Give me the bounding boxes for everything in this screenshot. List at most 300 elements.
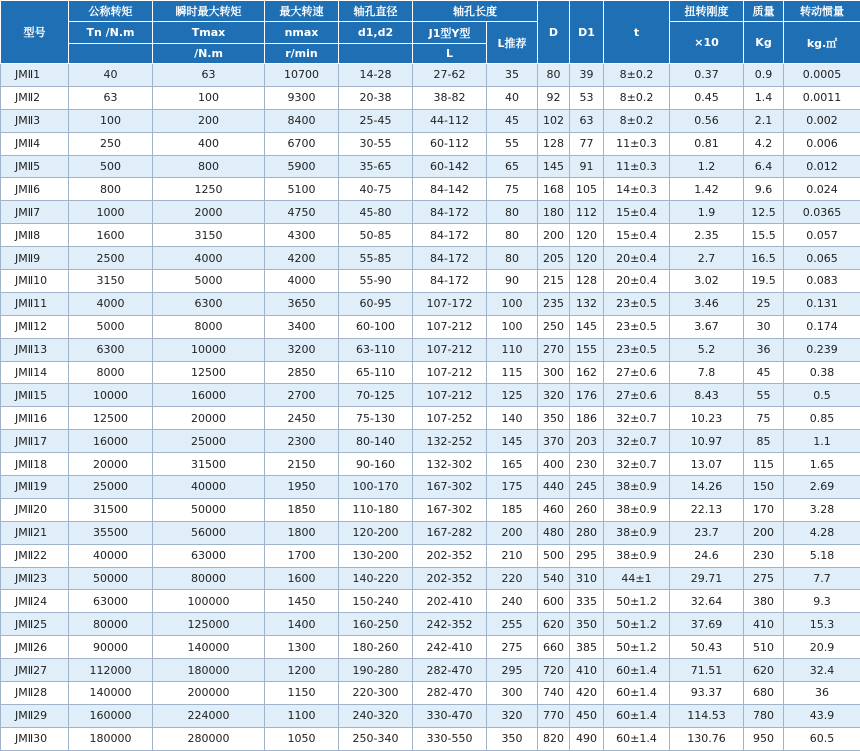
table-cell: 1400: [265, 613, 339, 636]
table-cell: 84-172: [413, 201, 487, 224]
table-row: [1, 64, 860, 87]
table-cell: 740: [538, 682, 570, 705]
table-cell: 25000: [153, 430, 265, 453]
model-cell: JMⅡ9: [1, 247, 69, 270]
table-cell: 36: [744, 338, 784, 361]
table-cell: 10000: [69, 384, 153, 407]
table-cell: 40-75: [339, 178, 413, 201]
table-cell: 90-160: [339, 453, 413, 476]
table-cell: 150-240: [339, 590, 413, 613]
table-cell: 145: [538, 155, 570, 178]
header-bore-length-type: J1型Y型: [413, 22, 487, 44]
table-cell: 38±0.9: [604, 476, 670, 499]
table-cell: 25: [744, 292, 784, 315]
table-cell: 170: [744, 498, 784, 521]
table-cell: 63-110: [339, 338, 413, 361]
table-cell: 0.45: [670, 86, 744, 109]
table-cell: 270: [538, 338, 570, 361]
header-mass: 质量: [744, 1, 784, 22]
table-cell: 60±1.4: [604, 704, 670, 727]
table-cell: 120: [570, 247, 604, 270]
table-cell: 2000: [153, 201, 265, 224]
table-cell: 5.2: [670, 338, 744, 361]
table-cell: 23±0.5: [604, 338, 670, 361]
table-row: [1, 132, 860, 155]
table-cell: 8400: [265, 109, 339, 132]
table-cell: 140-220: [339, 567, 413, 590]
table-cell: 230: [744, 544, 784, 567]
table-cell: 14-28: [339, 64, 413, 87]
table-cell: 55-85: [339, 247, 413, 270]
table-cell: 53: [570, 86, 604, 109]
table-row: [1, 407, 860, 430]
table-row: [1, 727, 860, 750]
table-cell: 1250: [153, 178, 265, 201]
table-cell: 950: [744, 727, 784, 750]
table-cell: 800: [153, 155, 265, 178]
table-cell: 107-252: [413, 407, 487, 430]
table-cell: 0.002: [784, 109, 860, 132]
table-cell: 3150: [153, 224, 265, 247]
header-inertia: 转动惯量: [784, 1, 860, 22]
header-rated-torque-unit: Tn /N.m: [69, 22, 153, 44]
table-cell: 37.69: [670, 613, 744, 636]
table-cell: 3150: [69, 270, 153, 293]
header-bore-diameter-blank: [339, 44, 413, 64]
table-cell: 128: [538, 132, 570, 155]
table-cell: 132: [570, 292, 604, 315]
table-cell: 1450: [265, 590, 339, 613]
table-cell: 120-200: [339, 521, 413, 544]
header-d: D: [538, 1, 570, 64]
table-row: [1, 315, 860, 338]
table-cell: 19.5: [744, 270, 784, 293]
table-cell: 3.02: [670, 270, 744, 293]
table-cell: 32.64: [670, 590, 744, 613]
table-cell: 3200: [265, 338, 339, 361]
table-cell: 200: [538, 224, 570, 247]
table-cell: 65-110: [339, 361, 413, 384]
table-cell: 2500: [69, 247, 153, 270]
table-cell: 45: [744, 361, 784, 384]
table-cell: 27-62: [413, 64, 487, 87]
table-cell: 410: [570, 659, 604, 682]
table-cell: 150: [744, 476, 784, 499]
table-cell: 0.012: [784, 155, 860, 178]
model-cell: JMⅡ3: [1, 109, 69, 132]
table-cell: 31500: [153, 453, 265, 476]
table-cell: 55: [487, 132, 538, 155]
table-cell: 27±0.6: [604, 384, 670, 407]
table-cell: 71.51: [670, 659, 744, 682]
table-cell: 300: [538, 361, 570, 384]
header-torsional-stiffness: 扭转刚度: [670, 1, 744, 22]
table-cell: 60±1.4: [604, 727, 670, 750]
table-row: [1, 498, 860, 521]
table-cell: 490: [570, 727, 604, 750]
table-row: [1, 453, 860, 476]
header-inertia-unit: kg.㎡: [784, 22, 860, 64]
table-cell: 77: [570, 132, 604, 155]
table-cell: 167-282: [413, 521, 487, 544]
table-cell: 12500: [69, 407, 153, 430]
header-instant-torque-symbol: Tmax: [153, 22, 265, 44]
table-cell: 180: [538, 201, 570, 224]
table-cell: 35: [487, 64, 538, 87]
table-cell: 120: [570, 224, 604, 247]
table-cell: 420: [570, 682, 604, 705]
table-cell: 11±0.3: [604, 155, 670, 178]
model-cell: JMⅡ16: [1, 407, 69, 430]
table-row: [1, 659, 860, 682]
table-cell: 9.3: [784, 590, 860, 613]
table-cell: 230: [570, 453, 604, 476]
model-cell: JMⅡ28: [1, 682, 69, 705]
table-row: [1, 86, 860, 109]
table-cell: 90: [487, 270, 538, 293]
table-cell: 275: [744, 567, 784, 590]
table-row: [1, 567, 860, 590]
table-cell: 80-140: [339, 430, 413, 453]
model-cell: JMⅡ24: [1, 590, 69, 613]
table-cell: 2300: [265, 430, 339, 453]
table-cell: 450: [570, 704, 604, 727]
table-cell: 1.2: [670, 155, 744, 178]
table-cell: 540: [538, 567, 570, 590]
table-cell: 180000: [153, 659, 265, 682]
table-cell: 63: [153, 64, 265, 87]
table-row: [1, 224, 860, 247]
table-cell: 385: [570, 636, 604, 659]
table-cell: 175: [487, 476, 538, 499]
table-cell: 2450: [265, 407, 339, 430]
table-cell: 40: [69, 64, 153, 87]
table-cell: 1150: [265, 682, 339, 705]
header-torsional-stiffness-unit: ×10: [670, 22, 744, 64]
table-cell: 0.065: [784, 247, 860, 270]
table-row: [1, 636, 860, 659]
table-cell: 5100: [265, 178, 339, 201]
table-cell: 800: [69, 178, 153, 201]
table-cell: 130-200: [339, 544, 413, 567]
table-cell: 80: [487, 201, 538, 224]
table-cell: 23±0.5: [604, 315, 670, 338]
table-cell: 155: [570, 338, 604, 361]
table-cell: 3650: [265, 292, 339, 315]
table-cell: 16000: [69, 430, 153, 453]
model-cell: JMⅡ23: [1, 567, 69, 590]
table-cell: 10000: [153, 338, 265, 361]
table-cell: 162: [570, 361, 604, 384]
table-cell: 200: [744, 521, 784, 544]
header-bore-length-symbol: L: [413, 44, 487, 64]
table-cell: 110-180: [339, 498, 413, 521]
table-cell: 770: [538, 704, 570, 727]
table-cell: 460: [538, 498, 570, 521]
table-cell: 250: [538, 315, 570, 338]
table-cell: 15.3: [784, 613, 860, 636]
table-cell: 180-260: [339, 636, 413, 659]
model-cell: JMⅡ27: [1, 659, 69, 682]
table-cell: 23±0.5: [604, 292, 670, 315]
table-cell: 44-112: [413, 109, 487, 132]
table-cell: 44±1: [604, 567, 670, 590]
model-cell: JMⅡ12: [1, 315, 69, 338]
table-cell: 23.7: [670, 521, 744, 544]
table-cell: 185: [487, 498, 538, 521]
table-cell: 320: [538, 384, 570, 407]
table-cell: 128: [570, 270, 604, 293]
table-cell: 330-470: [413, 704, 487, 727]
table-cell: 190-280: [339, 659, 413, 682]
table-cell: 12.5: [744, 201, 784, 224]
table-cell: 220-300: [339, 682, 413, 705]
table-cell: 1600: [265, 567, 339, 590]
table-row: [1, 155, 860, 178]
table-cell: 330-550: [413, 727, 487, 750]
model-cell: JMⅡ15: [1, 384, 69, 407]
table-cell: 60-112: [413, 132, 487, 155]
table-cell: 100: [487, 315, 538, 338]
table-cell: 140: [487, 407, 538, 430]
table-cell: 80: [487, 224, 538, 247]
table-cell: 6700: [265, 132, 339, 155]
table-cell: 1050: [265, 727, 339, 750]
table-cell: 0.56: [670, 109, 744, 132]
table-cell: 114.53: [670, 704, 744, 727]
table-cell: 0.0005: [784, 64, 860, 87]
header-l-recommended: L推荐: [487, 22, 538, 64]
table-cell: 15±0.4: [604, 224, 670, 247]
table-cell: 112000: [69, 659, 153, 682]
table-cell: 4000: [265, 270, 339, 293]
table-cell: 100000: [153, 590, 265, 613]
table-row: [1, 361, 860, 384]
table-cell: 115: [487, 361, 538, 384]
table-cell: 0.5: [784, 384, 860, 407]
table-cell: 32±0.7: [604, 407, 670, 430]
header-max-speed: 最大转速: [265, 1, 339, 22]
table-cell: 132-252: [413, 430, 487, 453]
table-cell: 260: [570, 498, 604, 521]
table-cell: 125: [487, 384, 538, 407]
table-cell: 84-172: [413, 247, 487, 270]
table-cell: 660: [538, 636, 570, 659]
table-cell: 25-45: [339, 109, 413, 132]
table-row: [1, 384, 860, 407]
table-cell: 75: [744, 407, 784, 430]
header-rated-torque-blank: [69, 44, 153, 64]
table-cell: 440: [538, 476, 570, 499]
table-cell: 63000: [69, 590, 153, 613]
table-cell: 5000: [153, 270, 265, 293]
model-cell: JMⅡ21: [1, 521, 69, 544]
model-cell: JMⅡ6: [1, 178, 69, 201]
table-cell: 820: [538, 727, 570, 750]
table-cell: 0.85: [784, 407, 860, 430]
table-cell: 16.5: [744, 247, 784, 270]
table-row: [1, 270, 860, 293]
table-cell: 20000: [153, 407, 265, 430]
table-cell: 40000: [69, 544, 153, 567]
model-cell: JMⅡ14: [1, 361, 69, 384]
table-cell: 38±0.9: [604, 544, 670, 567]
table-cell: 1.9: [670, 201, 744, 224]
model-cell: JMⅡ5: [1, 155, 69, 178]
table-cell: 56000: [153, 521, 265, 544]
table-cell: 130.76: [670, 727, 744, 750]
table-cell: 22.13: [670, 498, 744, 521]
table-cell: 350: [538, 407, 570, 430]
table-cell: 80: [538, 64, 570, 87]
table-cell: 0.81: [670, 132, 744, 155]
table-cell: 255: [487, 613, 538, 636]
table-cell: 20±0.4: [604, 270, 670, 293]
table-cell: 13.07: [670, 453, 744, 476]
table-cell: 280000: [153, 727, 265, 750]
model-cell: JMⅡ22: [1, 544, 69, 567]
table-cell: 242-352: [413, 613, 487, 636]
table-cell: 29.71: [670, 567, 744, 590]
table-cell: 45: [487, 109, 538, 132]
table-cell: 2.69: [784, 476, 860, 499]
table-cell: 245: [570, 476, 604, 499]
table-cell: 186: [570, 407, 604, 430]
table-cell: 480: [538, 521, 570, 544]
header-d1: D1: [570, 1, 604, 64]
table-cell: 14.26: [670, 476, 744, 499]
table-cell: 5.18: [784, 544, 860, 567]
table-cell: 5000: [69, 315, 153, 338]
header-bore-diameter: 轴孔直径: [339, 1, 413, 22]
table-cell: 63: [69, 86, 153, 109]
table-cell: 39: [570, 64, 604, 87]
table-cell: 200: [153, 109, 265, 132]
table-cell: 8±0.2: [604, 86, 670, 109]
table-row: [1, 201, 860, 224]
table-row: [1, 430, 860, 453]
table-cell: 1.1: [784, 430, 860, 453]
header-t: t: [604, 1, 670, 64]
table-cell: 15.5: [744, 224, 784, 247]
header-instant-torque-unit: /N.m: [153, 44, 265, 64]
model-cell: JMⅡ1: [1, 64, 69, 87]
table-cell: 110: [487, 338, 538, 361]
table-cell: 780: [744, 704, 784, 727]
table-body: [1, 64, 860, 751]
table-cell: 132-302: [413, 453, 487, 476]
table-cell: 31500: [69, 498, 153, 521]
table-cell: 240: [487, 590, 538, 613]
table-row: [1, 247, 860, 270]
table-cell: 295: [487, 659, 538, 682]
table-row: [1, 682, 860, 705]
table-cell: 167-302: [413, 498, 487, 521]
table-cell: 295: [570, 544, 604, 567]
table-cell: 60-100: [339, 315, 413, 338]
table-cell: 600: [538, 590, 570, 613]
table-cell: 50000: [153, 498, 265, 521]
table-cell: 0.0365: [784, 201, 860, 224]
table-cell: 107-212: [413, 361, 487, 384]
table-cell: 310: [570, 567, 604, 590]
table-cell: 510: [744, 636, 784, 659]
model-cell: JMⅡ29: [1, 704, 69, 727]
table-cell: 8±0.2: [604, 64, 670, 87]
table-cell: 200000: [153, 682, 265, 705]
table-cell: 27±0.6: [604, 361, 670, 384]
table-cell: 100: [153, 86, 265, 109]
table-cell: 320: [487, 704, 538, 727]
table-cell: 220: [487, 567, 538, 590]
table-cell: 10.97: [670, 430, 744, 453]
table-cell: 380: [744, 590, 784, 613]
table-cell: 1.65: [784, 453, 860, 476]
table-cell: 680: [744, 682, 784, 705]
table-cell: 63: [570, 109, 604, 132]
header-instant-torque: 瞬时最大转矩: [153, 1, 265, 22]
table-row: [1, 476, 860, 499]
table-cell: 55: [744, 384, 784, 407]
table-cell: 2700: [265, 384, 339, 407]
table-cell: 7.8: [670, 361, 744, 384]
table-cell: 350: [487, 727, 538, 750]
model-cell: JMⅡ30: [1, 727, 69, 750]
table-cell: 115: [744, 453, 784, 476]
model-cell: JMⅡ25: [1, 613, 69, 636]
table-cell: 38±0.9: [604, 498, 670, 521]
table-cell: 107-212: [413, 338, 487, 361]
table-cell: 36: [784, 682, 860, 705]
table-cell: 60±1.4: [604, 682, 670, 705]
table-cell: 0.37: [670, 64, 744, 87]
table-cell: 145: [487, 430, 538, 453]
table-cell: 4300: [265, 224, 339, 247]
table-cell: 50±1.2: [604, 590, 670, 613]
table-cell: 370: [538, 430, 570, 453]
table-cell: 14±0.3: [604, 178, 670, 201]
header-max-speed-symbol: nmax: [265, 22, 339, 44]
header-mass-unit: Kg: [744, 22, 784, 64]
table-row: [1, 590, 860, 613]
table-cell: 6300: [153, 292, 265, 315]
table-cell: 620: [538, 613, 570, 636]
table-cell: 20-38: [339, 86, 413, 109]
table-cell: 168: [538, 178, 570, 201]
table-cell: 6.4: [744, 155, 784, 178]
table-cell: 20.9: [784, 636, 860, 659]
table-cell: 105: [570, 178, 604, 201]
table-cell: 10700: [265, 64, 339, 87]
table-cell: 3400: [265, 315, 339, 338]
table-cell: 43.9: [784, 704, 860, 727]
table-cell: 50.43: [670, 636, 744, 659]
table-cell: 2.35: [670, 224, 744, 247]
table-cell: 84-172: [413, 270, 487, 293]
table-cell: 80000: [69, 613, 153, 636]
table-cell: 0.057: [784, 224, 860, 247]
table-row: [1, 613, 860, 636]
table-cell: 102: [538, 109, 570, 132]
table-cell: 84-142: [413, 178, 487, 201]
table-cell: 500: [69, 155, 153, 178]
model-cell: JMⅡ18: [1, 453, 69, 476]
table-cell: 3.67: [670, 315, 744, 338]
table-cell: 32±0.7: [604, 430, 670, 453]
table-cell: 0.9: [744, 64, 784, 87]
model-cell: JMⅡ4: [1, 132, 69, 155]
table-cell: 35500: [69, 521, 153, 544]
